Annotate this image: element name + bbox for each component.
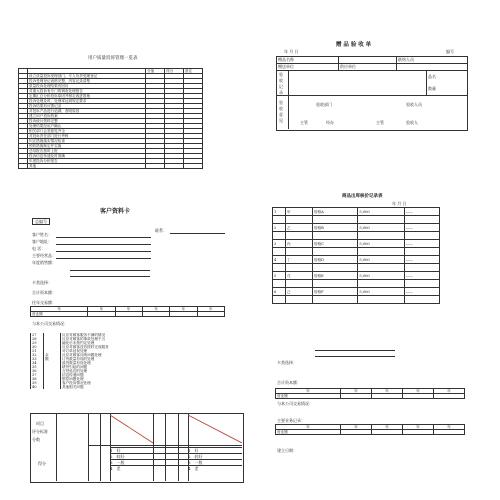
p5-num: 37 — [31, 373, 44, 377]
panel-3 — [30, 200, 230, 325]
p4-cell — [404, 248, 439, 256]
panel-2-field-inspector: 验收人员 — [406, 102, 422, 107]
p6b-year-1: 年 — [276, 425, 341, 430]
p4-cell: 甲 — [286, 208, 313, 216]
p5-text: 融化后未按约定处理 — [61, 341, 243, 345]
p4-cell — [358, 264, 404, 272]
p1-row-text: 总结报告按时上报 — [28, 149, 146, 154]
p4-cell — [313, 264, 358, 272]
p1-row-text: 建立用户投诉档案 — [28, 114, 146, 119]
panel-5 — [30, 333, 245, 500]
panel-4-subtitle: 年 月 日 — [392, 201, 407, 206]
p5-text: 客户投诉情况处理 — [61, 381, 243, 385]
p4-cell — [404, 296, 439, 304]
p5-num: 36 — [31, 369, 44, 373]
p1-row-text: 纠正措施落实情况检查 — [28, 139, 146, 144]
p1-empty-cell — [184, 164, 203, 169]
panel-6-section1: 卡类选择： — [277, 360, 297, 365]
p4-cell: 规格B — [313, 224, 358, 232]
panel-4 — [272, 193, 470, 323]
panel-2-row2: 赠送单位 — [278, 64, 294, 69]
p4-cell: 1 — [273, 208, 286, 216]
p4-cell: —— — [404, 256, 439, 264]
p5-num: 40 — [31, 385, 44, 389]
p1-row-text: 对投诉责任部门进行考核 — [28, 134, 146, 139]
p5-score-num: 1 — [110, 448, 113, 453]
p6b-year-2: 年 — [340, 425, 371, 430]
panel-2-sig1: 主管 — [300, 120, 308, 125]
p3-year-2: 年 — [88, 307, 115, 312]
p5-score-text: 一般 — [194, 460, 203, 465]
p5-score-num: 3 — [110, 460, 113, 465]
p4-cell — [273, 280, 286, 288]
p4-cell: 4 — [273, 256, 286, 264]
panel-4-row — [273, 296, 440, 304]
panel-2-field-supplier: 供应单位 — [340, 64, 356, 69]
p5-score-text: 差 — [194, 466, 199, 471]
panel-6-table-1 — [275, 388, 465, 399]
p4-cell: 3 — [273, 240, 286, 248]
panel-3-title: 客户资料卡 — [100, 208, 131, 215]
panel-2-sig4: 验收人 — [406, 120, 418, 125]
p5-text: 反应对顾客的事故处理不当 — [61, 337, 243, 341]
p5-text: 反应对顾客没有按时完成服务 — [61, 345, 243, 349]
p6b-year-3: 年 — [371, 425, 402, 430]
p5-text: 其他相关问题 — [61, 385, 243, 389]
p1-row-text: 质量投诉处理结果有回访 — [28, 84, 146, 89]
p4-cell — [286, 248, 313, 256]
p6-revenue: 营业额 — [276, 394, 341, 399]
panel-6 — [275, 340, 473, 500]
p5-num: 31 — [31, 349, 44, 353]
panel-1-row — [19, 164, 203, 169]
p1-row-text: 设立质量投诉受理部门，专人负责受理登记 — [28, 74, 146, 79]
p5-num: 29 — [31, 341, 44, 345]
p1-empty-cell — [165, 164, 184, 169]
panel-6-section3: 主要业务记录： — [277, 418, 305, 423]
p4-cell: 丁 — [286, 256, 313, 264]
panel-1 — [18, 48, 203, 173]
p4-cell: —— — [404, 224, 439, 232]
panel-1-table — [18, 68, 203, 169]
panel-2-vlabel1: 验收记录 — [279, 72, 283, 95]
p4-cell: 规格C — [313, 240, 358, 248]
p6b-year-5: 年 — [433, 425, 464, 430]
p5-text: 订货数量有误的处理 — [61, 357, 243, 361]
p6-year-1: 年 — [276, 389, 341, 394]
panel-4-row — [273, 248, 440, 256]
p5-cat — [44, 385, 61, 389]
panel-4-row — [273, 272, 440, 280]
panel-3-section1: 卡类选择： — [32, 280, 52, 285]
p4-cell — [286, 216, 313, 224]
p4-cell — [273, 232, 286, 240]
panel-6-section2: 合计资本额： — [277, 380, 301, 385]
panel-5-label-got: 得分 — [38, 461, 46, 466]
p5-num: 28 — [31, 337, 44, 341]
panel-3-section2: 合计资本额： — [32, 290, 56, 295]
panel-2-sig2: 经办 — [326, 120, 334, 125]
p4-cell: —— — [404, 240, 439, 248]
p4-cell — [358, 216, 404, 224]
p3-year-1: 年 — [31, 307, 88, 312]
p1-empty-cell — [146, 164, 165, 169]
p5-text: 信息传递问题 — [61, 373, 243, 377]
panel-5-score-rows — [110, 447, 190, 471]
p4-cell — [404, 264, 439, 272]
p5-num: 30 — [31, 345, 44, 349]
p4-cell: 5,000 — [358, 224, 404, 232]
p4-cell: 5,000 — [358, 288, 404, 296]
p1-row-text: 投诉结果有反馈记录 — [28, 104, 146, 109]
p1-row-text: 预防措施制定并实施 — [28, 144, 146, 149]
panel-4-row — [273, 224, 440, 232]
p1-row-text: 对重大投诉有专门的调查处理报告 — [28, 89, 146, 94]
p4-cell — [404, 280, 439, 288]
p4-cell — [273, 248, 286, 256]
panel-3-section3: 往年交易额： — [32, 300, 56, 305]
panel-2-number: 编号 — [446, 49, 454, 54]
p5-text: 反应对顾客服务不满的情况 — [61, 333, 243, 337]
p5-score-text: 好 — [194, 448, 199, 453]
p5-text: 缺货引起的问题 — [61, 365, 243, 369]
panel-3-footer: 与本公司交易情况： — [32, 321, 68, 326]
p4-cell — [358, 296, 404, 304]
p5-score-text: 一般 — [116, 460, 125, 465]
p4-cell — [313, 232, 358, 240]
p4-cell: 5,000 — [358, 240, 404, 248]
p1-row-text: 投诉统计资料完整 — [28, 119, 146, 124]
p3-year-5: 年 — [170, 307, 197, 312]
panel-2-field-name: 品名 — [428, 74, 436, 79]
panel-5-row — [31, 385, 243, 389]
p4-cell — [273, 216, 286, 224]
p4-cell: —— — [404, 208, 439, 216]
p6b-revenue: 营业额 — [276, 430, 341, 435]
p4-cell — [358, 248, 404, 256]
p4-cell: 戊 — [286, 272, 313, 280]
panel-2-field-qty: 数量 — [428, 86, 436, 91]
panel-2-row1: 赠品名称 — [278, 57, 294, 62]
p4-cell — [286, 280, 313, 288]
panel-4-table — [272, 207, 440, 304]
p1-row-text: 定期汇总分析投诉原因并制定改进措施 — [28, 94, 146, 99]
p4-cell: —— — [404, 272, 439, 280]
p5-score-num: 1 — [188, 448, 191, 453]
panel-4-row — [273, 280, 440, 288]
p4-cell — [286, 264, 313, 272]
p6-year-4: 年 — [402, 389, 433, 394]
panel-3-label-name: 客户姓名： — [32, 232, 52, 237]
p4-cell — [273, 296, 286, 304]
p5-num: 35 — [31, 365, 44, 369]
p1-header-cell: 备注 — [184, 69, 203, 74]
p5-text: 反应对顾客反映问题处理 — [61, 353, 243, 357]
panel-2-sig3: 主管 — [376, 120, 384, 125]
p6b-year-4: 年 — [402, 425, 433, 430]
p5-score-text: 较好 — [194, 454, 203, 459]
panel-4-row — [273, 264, 440, 272]
p5-score-num: 3 — [188, 460, 191, 465]
p1-row-text: 处理结果经用户确认 — [28, 124, 146, 129]
p5-score-num: 2 — [188, 454, 191, 459]
p4-cell — [313, 248, 358, 256]
p4-cell: 2 — [273, 224, 286, 232]
p5-score-num: 4 — [188, 466, 191, 471]
panel-2-date: 年 月 日 — [284, 49, 299, 54]
p4-cell — [273, 264, 286, 272]
p1-row-text: 投诉处理及时，处理率达到规定要求 — [28, 99, 146, 104]
p4-cell — [358, 280, 404, 288]
p4-cell: 5 — [273, 272, 286, 280]
p5-num: 38 — [31, 377, 44, 381]
p3-year-3: 年 — [115, 307, 142, 312]
p3-revenue: 营业额 — [31, 312, 88, 317]
panel-2-title: 赠 品 验 收 单 — [336, 42, 372, 48]
p5-num: 34 — [31, 361, 44, 365]
p4-cell — [286, 296, 313, 304]
panel-2 — [276, 40, 471, 135]
p4-cell — [313, 296, 358, 304]
panel-3-label-address: 客户地址： — [32, 239, 52, 244]
p1-row-text: 对投诉产品进行追溯，查明原因 — [28, 109, 146, 114]
p4-cell — [358, 232, 404, 240]
p4-cell: 规格E — [313, 272, 358, 280]
p5-num: 39 — [31, 381, 44, 385]
p4-cell: 6 — [273, 288, 286, 296]
p4-cell: 5,000 — [358, 256, 404, 264]
p3-year-6: 年 — [197, 307, 224, 312]
panel-4-title: 商品出库核价记录表 — [342, 194, 383, 199]
panel-4-row — [273, 256, 440, 264]
p1-cat-cell — [19, 164, 28, 169]
p4-cell: 己 — [286, 288, 313, 296]
panel-4-row — [273, 208, 440, 216]
panel-4-row — [273, 216, 440, 224]
p1-row-text: 相关部门会签意见齐全 — [28, 129, 146, 134]
p4-cell: 规格D — [313, 256, 358, 264]
p4-cell: —— — [404, 288, 439, 296]
p1-row-text: 投诉信息传递及时准确 — [28, 154, 146, 159]
panel-4-row — [273, 240, 440, 248]
p5-text: 赔偿问题处理 — [61, 377, 243, 381]
panel-5-label-score: 分数 — [32, 437, 40, 442]
p4-cell: 5,000 — [358, 208, 404, 216]
p4-cell: 乙 — [286, 224, 313, 232]
panel-6-end: 建立日期： — [277, 448, 297, 453]
p4-cell — [404, 216, 439, 224]
p5-score-text: 差 — [116, 466, 121, 471]
p5-score-row — [188, 465, 242, 471]
diagonal-1 — [110, 415, 153, 443]
p5-text: 交货延迟的处理 — [61, 369, 243, 373]
p1-header-cell: 分值 — [146, 69, 165, 74]
panel-5-table — [30, 333, 242, 389]
p4-cell — [313, 216, 358, 224]
p5-score-num: 2 — [110, 454, 113, 459]
p5-score-row — [110, 465, 190, 471]
p6-year-5: 年 — [433, 389, 464, 394]
panel-6-footer: 与本公司交易情况： — [277, 401, 313, 406]
diagonal-2 — [188, 415, 242, 443]
p5-num: 33 — [31, 357, 44, 361]
p1-header-cell: 得分 — [165, 69, 184, 74]
p5-cat: 金 — [44, 353, 61, 357]
p5-text: 对订单延误处理 — [61, 349, 243, 353]
p4-cell — [404, 232, 439, 240]
p6-year-2: 年 — [340, 389, 371, 394]
panel-3-tag: 总编号 — [32, 218, 50, 225]
panel-5-label-item: 项目 — [36, 421, 44, 426]
p4-cell: 规格A — [313, 208, 358, 216]
panel-3-contact: 联系： — [155, 228, 167, 233]
panel-2-field-dept: 验收部门 — [316, 102, 332, 107]
p5-num: 32 — [31, 353, 44, 357]
p5-score-text: 好 — [116, 448, 121, 453]
p4-cell — [313, 280, 358, 288]
p6-year-3: 年 — [371, 389, 402, 394]
p5-score-num: 4 — [110, 466, 113, 471]
panel-4-row — [273, 288, 440, 296]
p1-row-text: 投诉受理登记表格完整，内容记录清楚 — [28, 79, 146, 84]
panel-1-title: 用户质量投诉管理一览表 — [88, 56, 138, 61]
panel-3-table — [30, 306, 225, 317]
p5-text: 退货数量有误处理 — [61, 361, 243, 365]
panel-3-label-sales: 年度销售额： — [32, 260, 56, 265]
p4-cell: 规格F — [313, 288, 358, 296]
panel-4-row — [273, 232, 440, 240]
panel-5-score-rows-2 — [188, 447, 242, 471]
panel-3-label-phone: 电 话： — [32, 246, 46, 251]
p4-cell: 丙 — [286, 240, 313, 248]
panel-2-vlabel2: 验收意见 — [279, 100, 283, 123]
p3-year-4: 年 — [142, 307, 169, 312]
p5-num: 27 — [31, 333, 44, 337]
p1-row-text: 其他 — [28, 164, 146, 169]
p4-cell: 5,000 — [358, 272, 404, 280]
panel-5-label-standard: 评分标准 — [32, 429, 48, 434]
panel-3-label-goods: 主要经营品： — [32, 253, 56, 258]
p5-cat: 额 — [44, 357, 61, 361]
panel-6-table-2 — [275, 424, 465, 435]
panel-2-field-contact: 联络人员 — [398, 57, 414, 62]
p1-row-text: 年度投诉分析报告 — [28, 159, 146, 164]
p5-score-text: 较好 — [116, 454, 125, 459]
p4-cell — [286, 232, 313, 240]
